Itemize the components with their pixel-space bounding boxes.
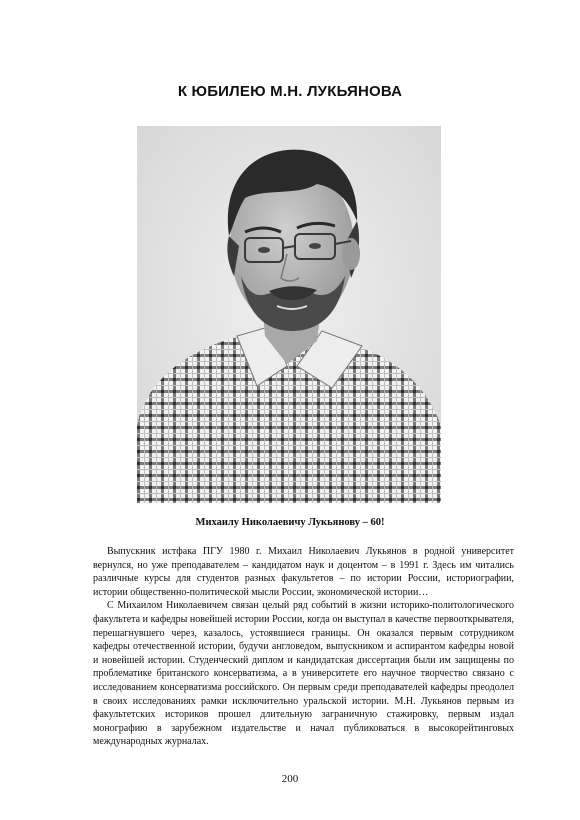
article-body (93, 545, 514, 749)
photo-caption: Михаилу Николаевичу Лукьянову – 60! (195, 517, 385, 528)
page-title: К ЮБИЛЕЮ М.Н. ЛУКЬЯНОВА (177, 83, 403, 100)
page-number: 200 (281, 773, 299, 785)
paragraph: Выпускник истфака ПГУ 1980 г. Михаил Николаевич Лукьянов в родной университет вернулся, но уже преподавателем – кандидатом наук и доцентом – в 1991 г. Здесь им читались различные курсы для студентов разных факультетов – по истории России, историографии, истории общественно-политической мысли России, экономической истории… (93, 546, 514, 598)
paragraph: С Михаилом Николаевичем связан целый ряд событий в жизни историко-политологического факультета и кафедры новейшей истории России, когда он выступал в качестве первооткрывателя, перешагнувшего через, казалось, устоявшиеся границы. Он оказался первым сотрудником кафедры отечественной истории, будучи англоведом, выпускником и аспирантом кафедры новой и новейшей истории. Студенческий диплом и кандидатская диссертация были им защищены по проблематике британского консерватизма, а в университете его научное творчество связано с исследованием консерватизма российского. Он первым среди преподавателей кафедры преодолел в своих исследованиях рамки исключительно уральской истории. М.Н. Лукьянов первым из факультетских историков прошел длительную заграничную стажировку, первым издал монографию в зарубежном издательстве и начал публиковаться в высокорейтинговых международных журналах. (93, 600, 514, 748)
portrait-photo (137, 126, 441, 503)
